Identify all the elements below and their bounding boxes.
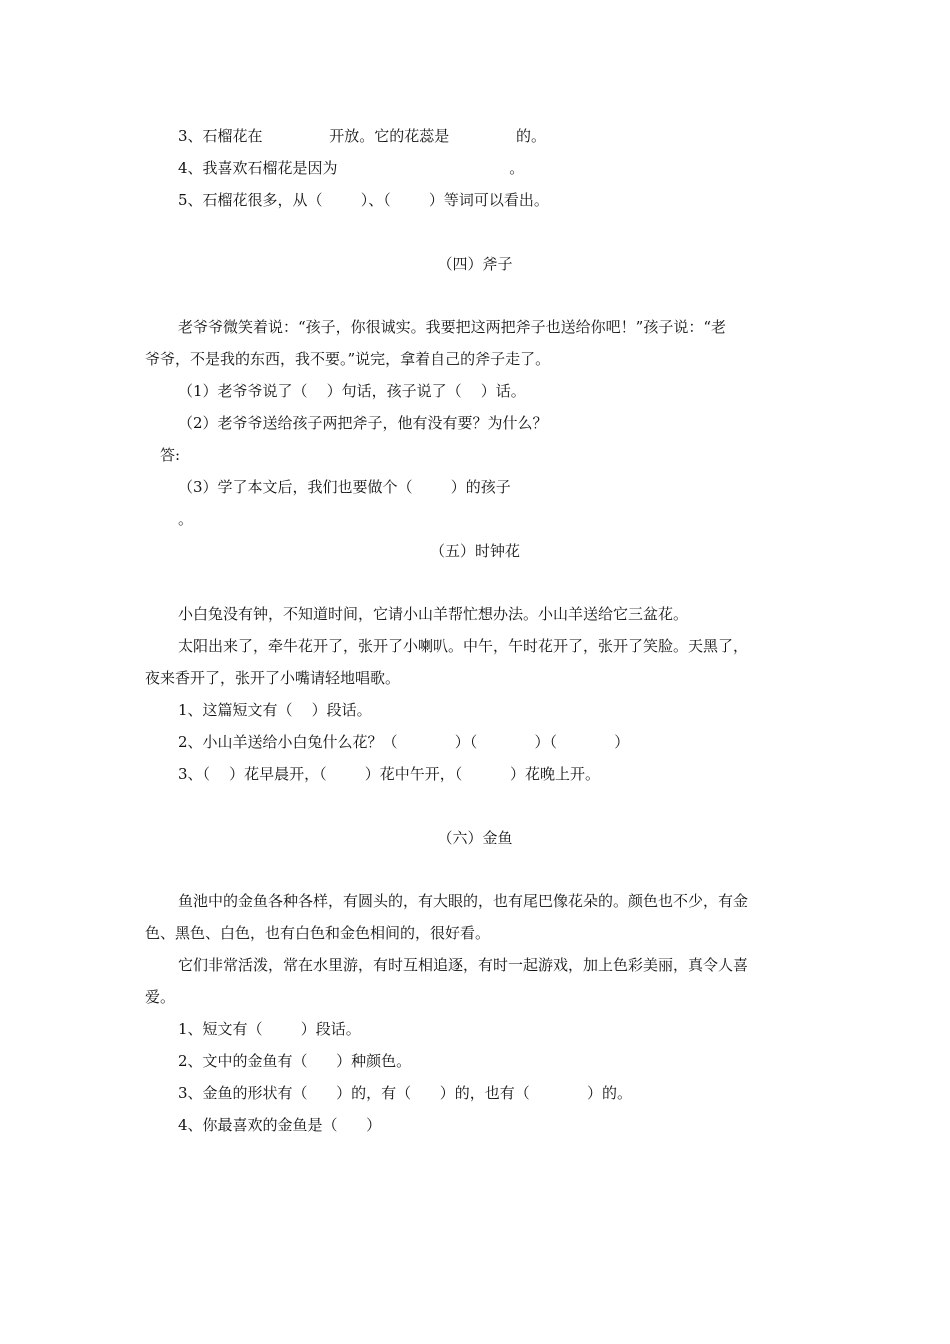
section3-question-3: 3、石榴花在 开放。它的花蕊是 的。	[178, 127, 547, 145]
section6-paragraph-2-line1: 它们非常活泼，常在水里游，有时互相追逐，有时一起游戏，加上色彩美丽，真令人喜	[178, 956, 749, 974]
section3-question-4: 4、我喜欢石榴花是因为 。	[178, 159, 525, 177]
section5-question-2: 2、小山羊送给小白兔什么花？（ ）（ ）（ ）	[178, 733, 630, 751]
section5-title: （五）时钟花	[429, 542, 520, 560]
section5-paragraph-1: 小白兔没有钟，不知道时间，它请小山羊帮忙想办法。小山羊送给它三盆花。	[178, 605, 689, 623]
section5-paragraph-2-line1: 太阳出来了，牵牛花开了，张开了小喇叭。中午，午时花开了，张开了笑脸。天黑了，	[178, 637, 749, 655]
section6-question-3: 3、金鱼的形状有（ ）的，有（ ）的，也有（ ）的。	[178, 1084, 632, 1102]
section6-title: （六）金鱼	[437, 829, 513, 847]
section5-paragraph-2-line2: 夜来香开了，张开了小嘴请轻地唱歌。	[145, 669, 401, 687]
section6-paragraph-1-line2: 色、黑色、白色，也有白色和金色相间的，很好看。	[145, 924, 491, 942]
section6-paragraph-1-line1: 鱼池中的金鱼各种各样，有圆头的，有大眼的，也有尾巴像花朵的。颜色也不少，有金	[178, 892, 749, 910]
section4-question-3: （3）学了本文后，我们也要做个（ ）的孩子	[178, 478, 511, 496]
section4-question-2: （2）老爷爷送给孩子两把斧子，他有没有要？为什么？	[178, 414, 548, 432]
section6-paragraph-2-line2: 爱。	[145, 988, 176, 1006]
section4-passage-line2: 爷爷，不是我的东西，我不要。”说完，拿着自己的斧子走了。	[145, 350, 551, 368]
section3-question-5: 5、石榴花很多，从（ ）、（ ）等词可以看出。	[178, 191, 549, 209]
section5-question-3: 3、（ ）花早晨开，（ ）花中午开，（ ）花晚上开。	[178, 765, 600, 783]
section6-question-4: 4、你最喜欢的金鱼是（ ）	[178, 1116, 382, 1134]
section4-passage-line1: 老爷爷微笑着说：“孩子，你很诚实。我要把这两把斧子也送给你吧！”孩子说：“老	[178, 318, 727, 336]
section6-question-1: 1、短文有（ ）段话。	[178, 1020, 361, 1038]
section6-question-2: 2、文中的金鱼有（ ）种颜色。	[178, 1052, 412, 1070]
section4-question-3-end: 。	[178, 510, 194, 528]
section4-title: （四）斧子	[437, 255, 513, 273]
section4-question-1: （1）老爷爷说了（ ）句话，孩子说了（ ）话。	[178, 382, 526, 400]
section5-question-1: 1、这篇短文有（ ）段话。	[178, 701, 372, 719]
section4-answer-label: 答:	[160, 446, 181, 464]
